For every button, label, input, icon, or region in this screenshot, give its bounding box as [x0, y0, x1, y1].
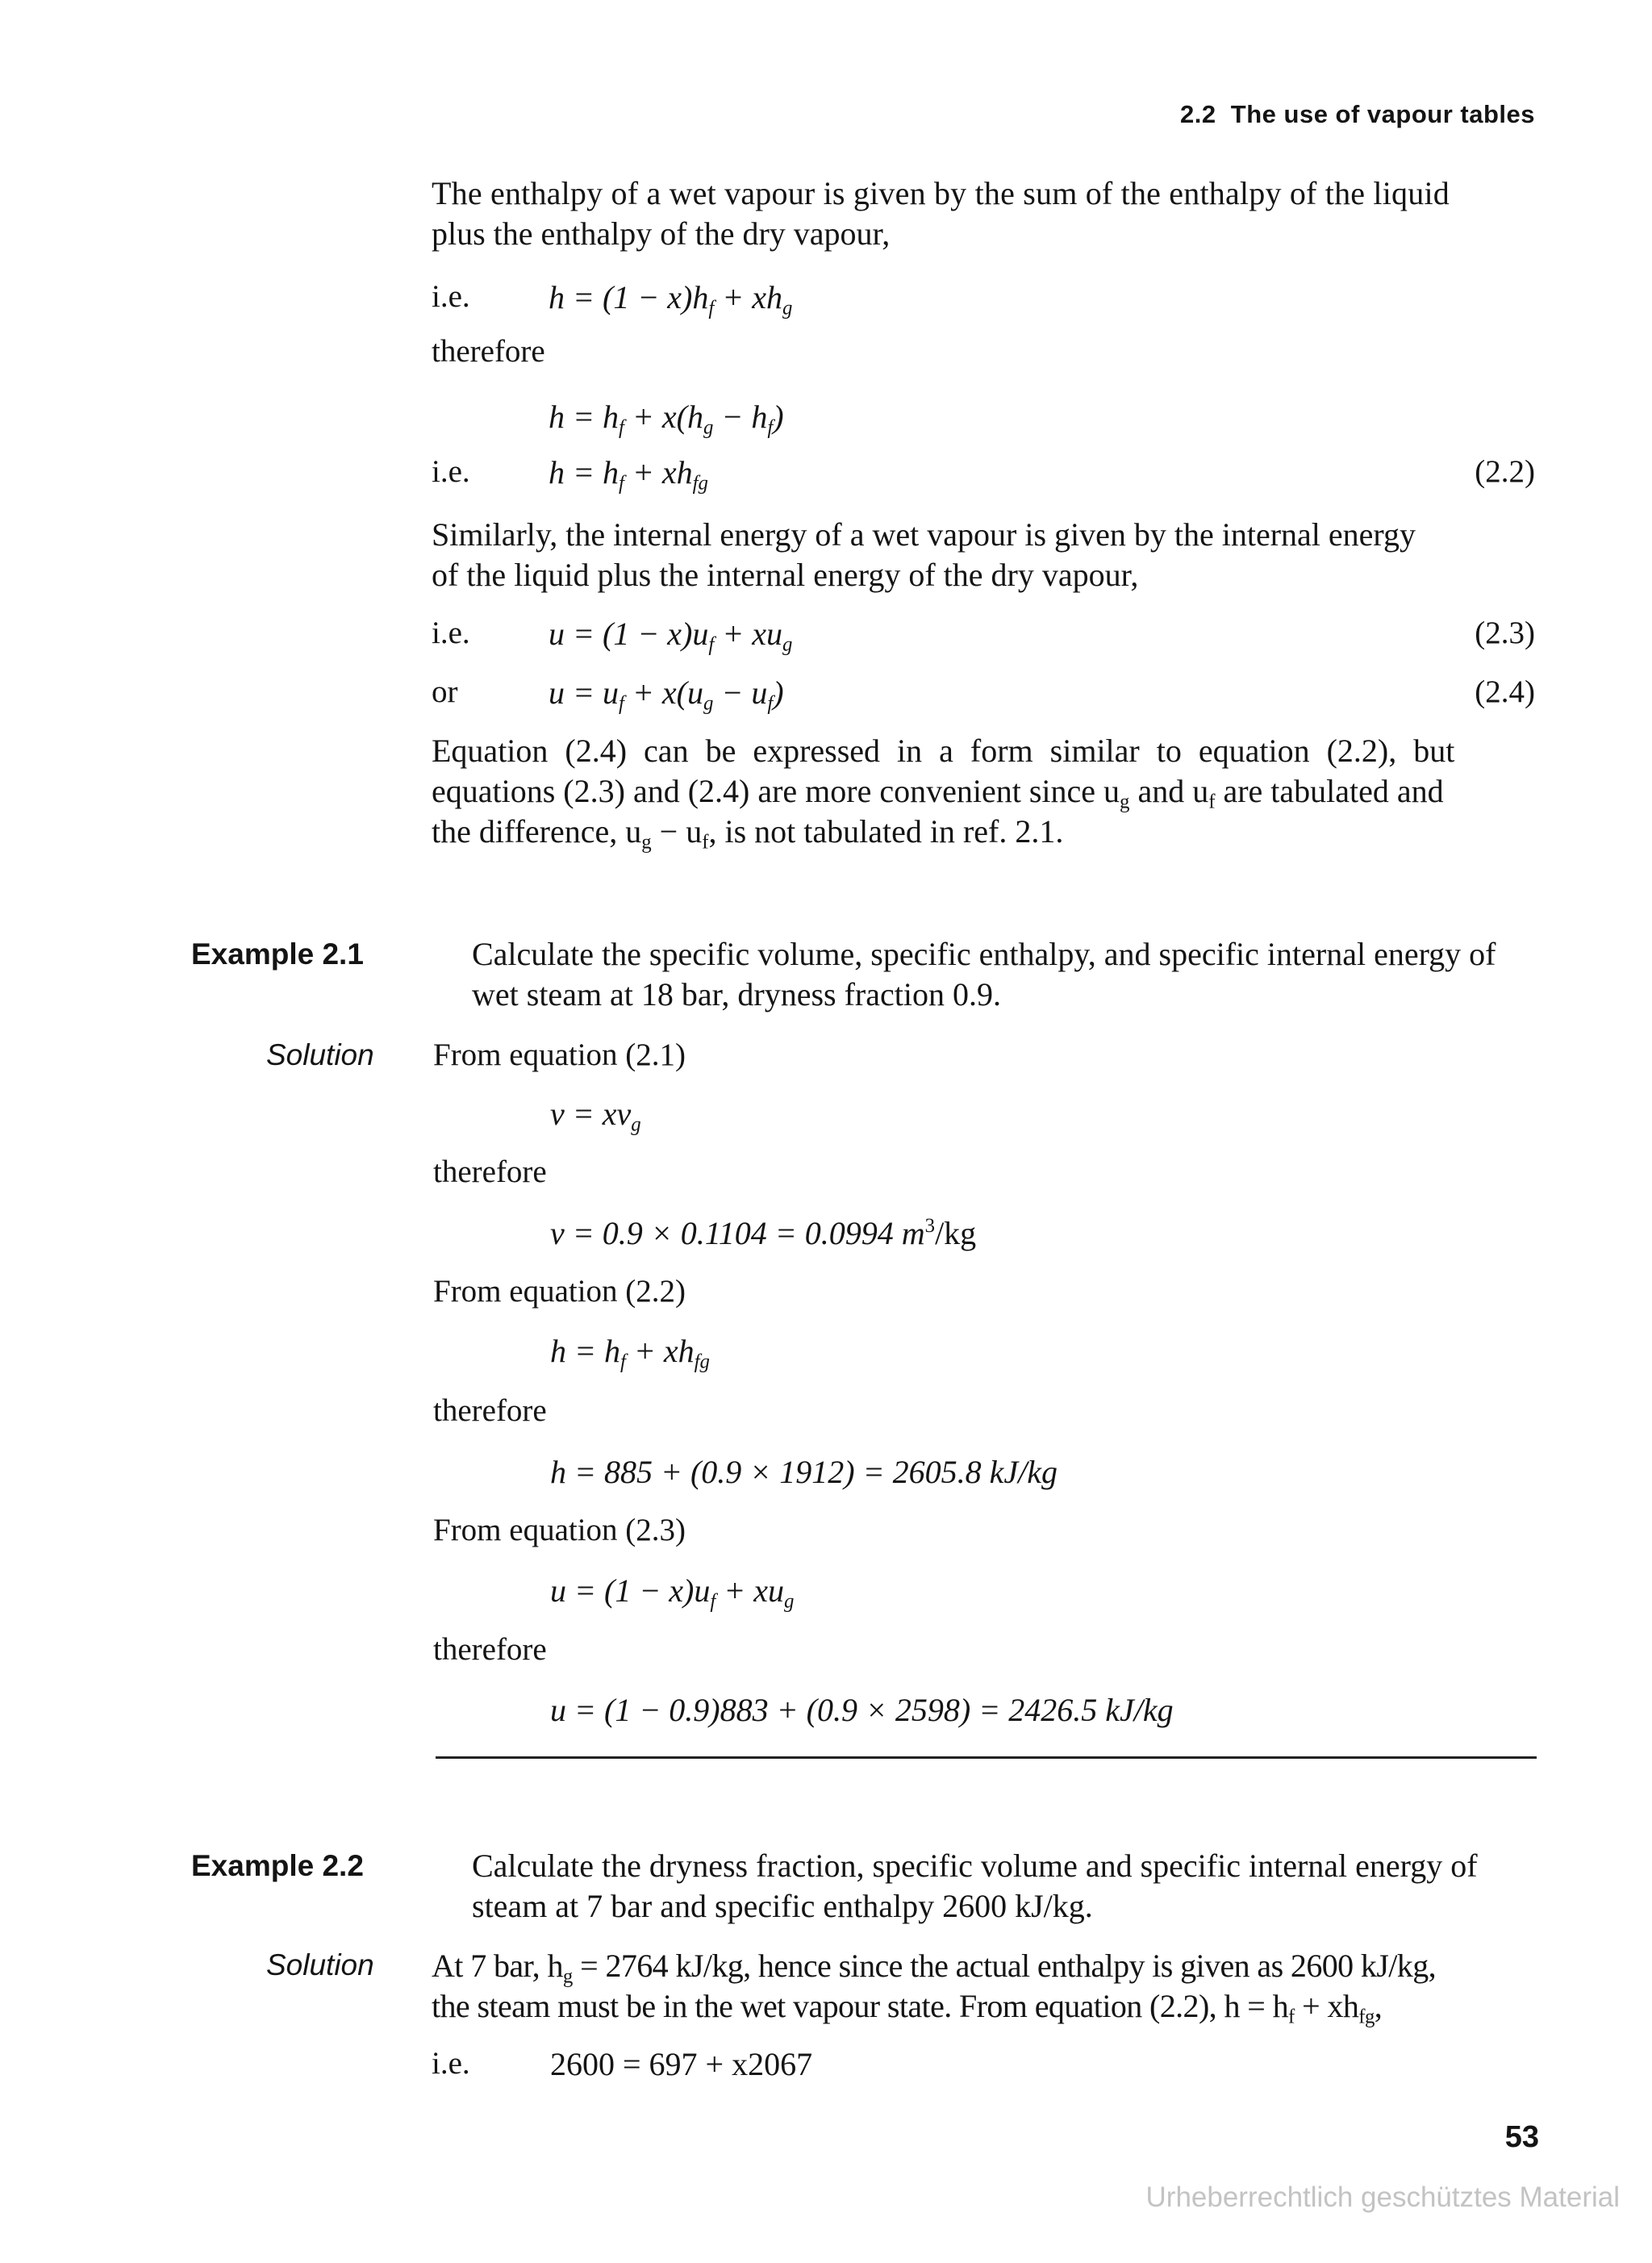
- ie-label-3: i.e.: [432, 616, 470, 650]
- from-equation-2-2: From equation (2.2): [433, 1274, 686, 1309]
- intro-paragraph: [432, 173, 1535, 254]
- therefore-label-2: therefore: [433, 1154, 547, 1189]
- similarly-paragraph: [432, 515, 1535, 595]
- intro-line-1: The enthalpy of a wet vapour is given by the sum of the enthalpy of the liquid: [432, 175, 1450, 211]
- similarly-line-2: of the liquid plus the internal energy of the dry vapour,: [432, 557, 1139, 593]
- eq24-line-3: the difference, $u_g - u_f$, is not tabulated in ref. 2.1.: [432, 813, 1064, 854]
- equation-number-2-2: (2.2): [1475, 454, 1535, 489]
- internal-energy-formula: $u = (1 - x)u_f + xu_g$: [550, 1572, 795, 1613]
- ie-label-1: i.e.: [432, 279, 470, 314]
- internal-energy-calculation: u = (1 − 0.9)883 + (0.9 × 2598) = 2426.5 kJ/kg: [550, 1692, 1174, 1728]
- page-number: 53: [1504, 2120, 1539, 2154]
- ie-label-2: i.e.: [432, 454, 470, 489]
- example-divider: [436, 1756, 1537, 1759]
- solution-label-1: Solution: [266, 1038, 374, 1071]
- therefore-label-3: therefore: [433, 1393, 547, 1428]
- equation-number-2-4: (2.4): [1475, 674, 1535, 709]
- ie-label-4: i.e.: [432, 2046, 470, 2081]
- copyright-watermark: Urheberrechtlich geschütztes Material: [1145, 2182, 1620, 2213]
- enthalpy-difference-equation: $h = h_f + x(h_g - h_f)$: [549, 399, 784, 439]
- example-2-1-line-1: Calculate the specific volume, specific enthalpy, and specific internal energy of: [472, 936, 1496, 972]
- example-2-2-solution: [432, 1946, 1537, 2027]
- example-2-1-line-2: wet steam at 18 bar, dryness fraction 0.9.: [472, 976, 1001, 1013]
- example-2-2-question: [472, 1846, 1537, 1927]
- from-equation-2-1: From equation (2.1): [433, 1038, 686, 1072]
- or-label: or: [432, 674, 458, 709]
- solution-label-2: Solution: [266, 1948, 374, 1981]
- similarly-line-1: Similarly, the internal energy of a wet vapour is given by the internal energy: [432, 516, 1416, 553]
- equation-2-4: $u = u_f + x(u_g - u_f)$: [549, 674, 784, 715]
- enthalpy-mix-equation: $h = (1 - x)h_f + xh_g$: [549, 279, 793, 319]
- eq24-line-1: Equation (2.4) can be expressed in a form similar to equation (2.2), but: [432, 733, 1455, 769]
- eq24-line-2: equations (2.3) and (2.4) are more convenient since $u_g$ and $u_f$ are tabulated and: [432, 773, 1444, 813]
- specific-volume-calculation: v = 0.9 × 0.1104 = 0.0994 $m^3/kg$: [550, 1215, 977, 1251]
- specific-volume-formula: $v = xv_g$: [550, 1096, 641, 1136]
- therefore-label-4: therefore: [433, 1632, 547, 1667]
- dryness-equation: 2600 = 697 + x2067: [550, 2046, 813, 2082]
- equation-2-4-paragraph: [432, 731, 1535, 852]
- equation-2-2: $h = h_f + xh_{fg}$: [549, 454, 708, 495]
- solution-2-line-1: At 7 bar, $h_g = 2764$ kJ/kg, hence since the actual enthalpy is given as 2600 kJ/kg,: [432, 1948, 1437, 1988]
- specific-enthalpy-calculation: h = 885 + (0.9 × 1912) = 2605.8 kJ/kg: [550, 1454, 1058, 1490]
- example-2-2-line-2: steam at 7 bar and specific enthalpy 2600 kJ/kg.: [472, 1888, 1093, 1924]
- intro-line-2: plus the enthalpy of the dry vapour,: [432, 215, 891, 252]
- example-2-1-label: Example 2.1: [191, 937, 364, 971]
- therefore-label-1: therefore: [432, 334, 545, 369]
- specific-enthalpy-formula: $h = h_f + xh_{fg}$: [550, 1333, 710, 1373]
- from-equation-2-3: From equation (2.3): [433, 1513, 686, 1547]
- equation-number-2-3: (2.3): [1475, 616, 1535, 650]
- equation-2-3: $u = (1 - x)u_f + xu_g$: [549, 616, 793, 656]
- example-2-2-line-1: Calculate the dryness fraction, specific volume and specific internal energy of: [472, 1848, 1478, 1884]
- solution-2-line-2: the steam must be in the wet vapour state. From equation (2.2), $h = h_f + xh_{fg}$,: [432, 1988, 1383, 2028]
- running-header: 2.2 The use of vapour tables: [1179, 100, 1535, 128]
- example-2-1-question: [472, 934, 1537, 1015]
- example-2-2-label: Example 2.2: [191, 1849, 364, 1882]
